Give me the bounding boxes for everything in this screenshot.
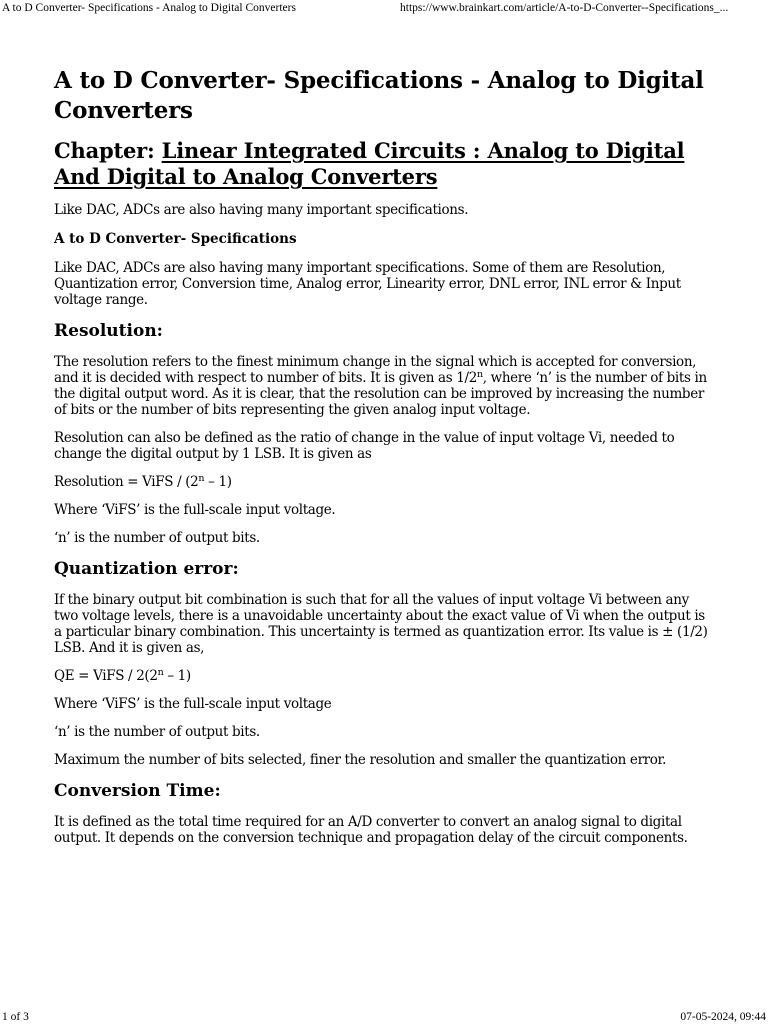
- resolution-where-2: ‘n’ is the number of output bits.: [54, 530, 260, 546]
- resolution-superscript: n: [476, 369, 483, 380]
- quantization-formula-b: – 1): [163, 668, 191, 684]
- resolution-heading: Resolution:: [54, 321, 163, 341]
- resolution-formula-sup: n: [198, 473, 205, 484]
- page-title: A to D Converter- Specifications - Analog to Digital Converters: [54, 67, 704, 124]
- quantization-formula-sup: n: [157, 667, 164, 678]
- conversion-time-paragraph: It is defined as the total time required for an A/D converter to convert an analog signal to digital output. It depends on the conversion technique and propagation delay of the circuit components.: [54, 814, 688, 846]
- conversion-time-heading: Conversion Time:: [54, 781, 221, 801]
- quantization-formula-a: QE = ViFS / 2(2: [54, 668, 158, 684]
- print-header: [0, 1, 768, 15]
- resolution-formula-b: – 1): [204, 474, 232, 490]
- quantization-where-2: ‘n’ is the number of output bits.: [54, 724, 260, 740]
- resolution-text-a: The resolution refers to the finest minimum change in the signal which is accepted for conversion, and it is decided with respect to number of bits. It is given as 1/2: [54, 354, 697, 386]
- quantization-formula: [54, 668, 714, 684]
- article: [54, 66, 714, 858]
- resolution-paragraph-2: Resolution can also be defined as the ratio of change in the value of input voltage Vi, needed to change the digital output by 1 LSB. It is given as: [54, 430, 675, 462]
- resolution-paragraph-1: [54, 354, 714, 418]
- quantization-paragraph-1: If the binary output bit combination is such that for all the values of input voltage Vi between any two voltage levels, there is a unavoidable uncertainty about the exact value of Vi when the output is a particular binary combination. This uncertainty is termed as quantization error. Its value is ± (1/2) LSB. And it is given as,: [54, 592, 708, 656]
- print-header-url: https://www.brainkart.com/article/A-to-D-Converter--Specifications_...: [400, 2, 729, 14]
- resolution-formula: [54, 474, 714, 490]
- resolution-formula-a: Resolution = ViFS / (2: [54, 474, 199, 490]
- chapter-link[interactable]: Linear Integrated Circuits : Analog to Digital And Digital to Analog Converters: [54, 138, 685, 189]
- print-datetime: 07-05-2024, 09:44: [680, 1011, 766, 1023]
- chapter-heading: [54, 138, 714, 190]
- intro-paragraph: Like DAC, ADCs are also having many important specifications.: [54, 202, 469, 218]
- resolution-where-1: Where ‘ViFS’ is the full-scale input voltage.: [54, 502, 336, 518]
- quantization-where-1: Where ‘ViFS’ is the full-scale input voltage: [54, 696, 332, 712]
- quantization-heading: Quantization error:: [54, 559, 239, 579]
- print-footer: [0, 1010, 768, 1024]
- resolution-text-b: , where ‘n’ is the number of bits in the digital output word. As it is clear, that the resolution can be improved by increasing the number of bits or the number of bits representing the given analog input voltage.: [54, 370, 707, 418]
- chapter-prefix: Chapter:: [54, 138, 162, 163]
- page-number: 1 of 3: [2, 1011, 29, 1023]
- specifications-subheading: A to D Converter- Specifications: [54, 231, 297, 247]
- print-header-title: A to D Converter- Specifications - Analog to Digital Converters: [2, 2, 296, 14]
- overview-paragraph: Like DAC, ADCs are also having many important specifications. Some of them are Resolution, Quantization error, Conversion time, Analog error, Linearity error, DNL error, INL error & Input voltage range.: [54, 260, 681, 308]
- quantization-paragraph-2: Maximum the number of bits selected, finer the resolution and smaller the quantization error.: [54, 752, 667, 768]
